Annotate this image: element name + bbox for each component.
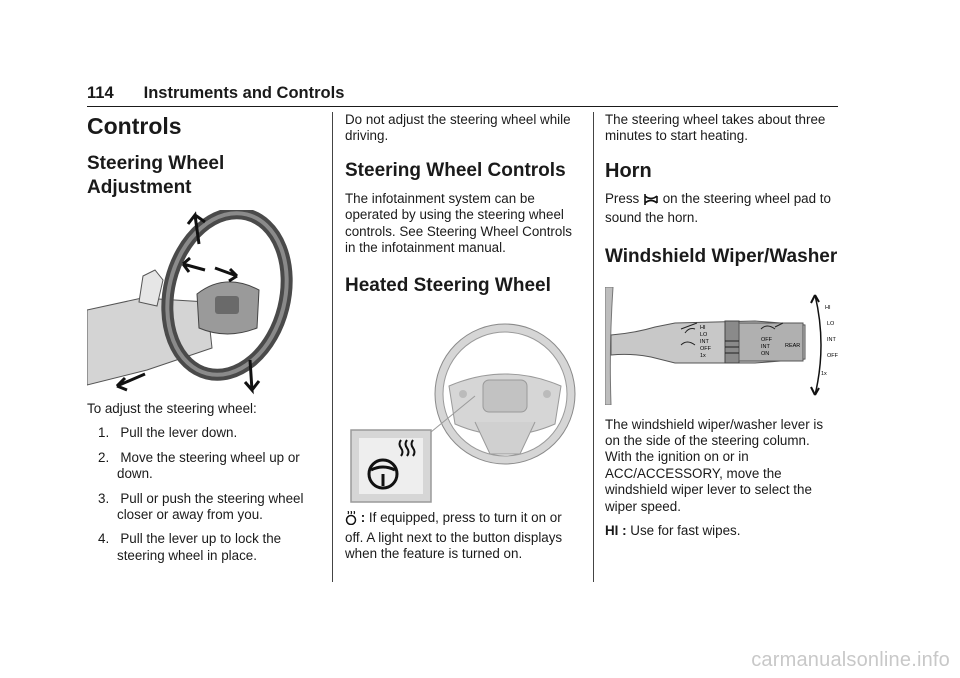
lever-label: OFF <box>700 345 711 352</box>
adjust-intro: To adjust the steering wheel: <box>87 401 257 416</box>
lever-position-label: OFF <box>827 352 838 359</box>
column-3 <box>605 112 839 547</box>
column-divider <box>332 112 333 582</box>
step-text: Pull the lever up to lock the steering wheel in place. <box>117 531 282 563</box>
list-item <box>87 450 319 483</box>
horn-text-post: on the steering wheel pad to sound the horn. <box>605 190 831 226</box>
paragraph-infotainment: The infotainment system can be operated by using the steering wheel controls. See Steering Wheel Controls in the infotainment manual. <box>345 190 573 256</box>
lever-label: OFF <box>761 336 772 343</box>
column-2 <box>345 112 583 571</box>
paragraph-no-adjust: Do not adjust the steering wheel while driving. <box>345 112 571 144</box>
heated-label: : <box>357 510 369 526</box>
lever-label: INT <box>761 343 770 350</box>
lever-position-label: LO <box>827 320 835 327</box>
step-number: 3. <box>98 490 110 506</box>
paragraph-hi <box>605 523 839 539</box>
step-number: 4. <box>98 531 110 547</box>
horn-text-pre: Press <box>605 190 640 206</box>
section-title: Instruments and Controls <box>143 84 345 102</box>
heading-line: Steering Wheel <box>87 153 225 174</box>
lever-label: REAR <box>785 342 801 349</box>
lever-label: INT <box>700 338 709 345</box>
step-text: Pull or push the steering wheel closer or away from you. <box>117 490 304 523</box>
paragraph-heated <box>345 510 583 562</box>
paragraph-horn <box>605 191 839 227</box>
lever-label: ON <box>761 350 770 357</box>
heading-line: Adjustment <box>87 177 192 198</box>
heading-steering-wheel-controls: Steering Wheel Controls <box>345 159 566 181</box>
column-divider <box>593 112 594 582</box>
heading-horn: Horn <box>605 159 652 182</box>
lever-position-label: 1x <box>821 370 827 377</box>
paragraph-heating-time: The steering wheel takes about three minutes to start heating. <box>605 112 826 144</box>
hi-label: HI : <box>605 523 631 539</box>
lever-label: 1x <box>700 352 706 359</box>
step-text: Move the steering wheel up or down. <box>117 449 300 482</box>
hi-text: Use for fast wipes. <box>630 523 741 539</box>
step-number: 1. <box>98 425 110 441</box>
steering-adjustment-illustration <box>87 210 319 395</box>
adjust-steps <box>87 425 319 564</box>
page-header <box>87 82 838 107</box>
heading-controls: Controls <box>87 113 182 139</box>
step-number: 2. <box>98 449 110 465</box>
heading-windshield-wiper: Windshield Wiper/Washer <box>605 245 838 267</box>
lever-label: HI <box>700 324 706 331</box>
lever-position-label: HI <box>825 304 831 311</box>
heated-wheel-icon <box>345 511 357 529</box>
heading-steering-wheel-adjustment <box>87 152 319 200</box>
step-text: Pull the lever down. <box>120 425 238 441</box>
column-1 <box>87 112 319 572</box>
watermark: carmanualsonline.info <box>751 649 950 671</box>
heated-wheel-illustration <box>345 314 583 504</box>
list-item <box>87 425 319 441</box>
heading-heated-steering-wheel: Heated Steering Wheel <box>345 275 551 297</box>
heated-text: If equipped, press to turn it on or off. A light next to the button displays when the feature is turned on. <box>345 510 563 562</box>
paragraph-wiper: The windshield wiper/washer lever is on the side of the steering column. With the ignition on or in ACC/ACCESSORY, move the windshield wiper lever to select the wiper speed. <box>605 416 824 514</box>
list-item <box>87 531 319 564</box>
horn-icon <box>643 193 659 210</box>
lever-label: LO <box>700 331 708 338</box>
page-number: 114 <box>87 84 114 102</box>
list-item <box>87 491 319 524</box>
lever-position-label: INT <box>827 336 836 343</box>
wiper-lever-illustration <box>605 287 839 405</box>
